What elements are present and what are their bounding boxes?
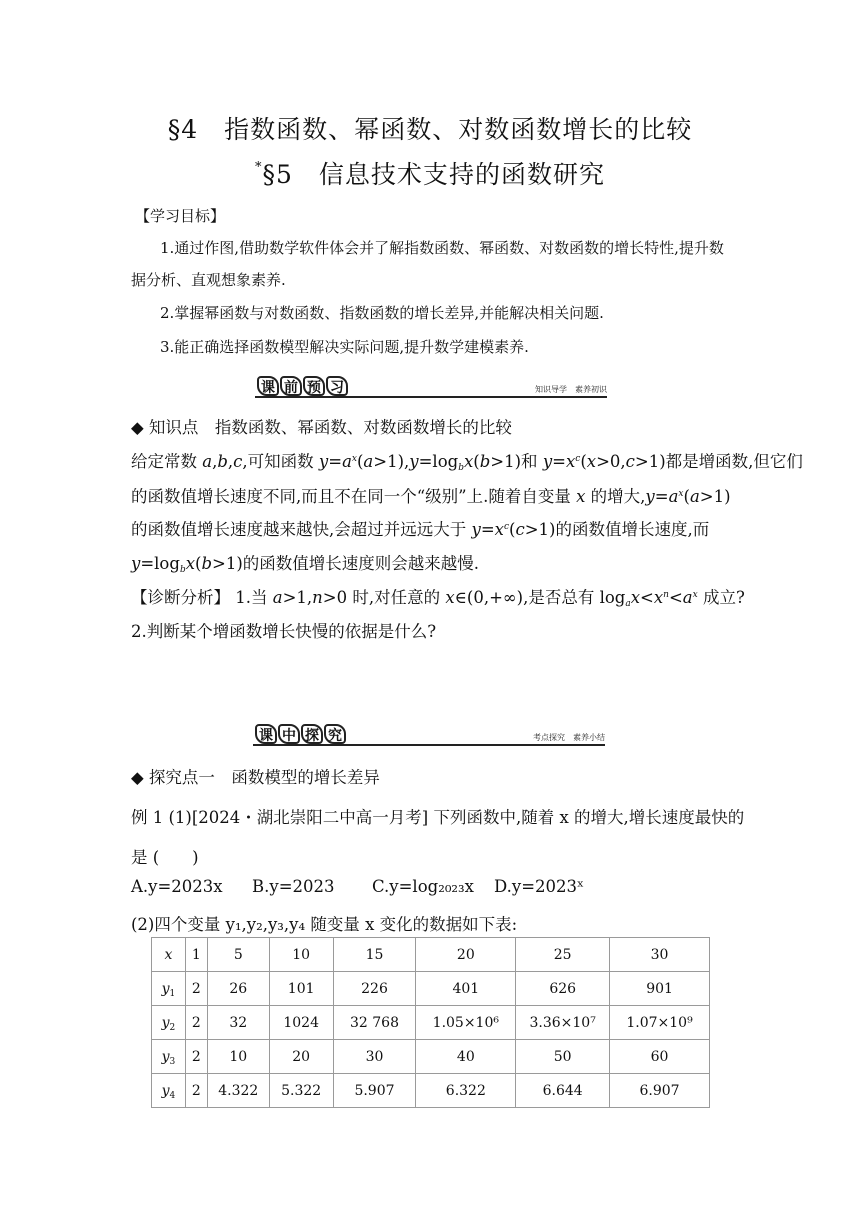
option-b: B.y=2023 bbox=[252, 877, 335, 896]
table-cell: 226 bbox=[333, 972, 416, 1006]
row-label: x bbox=[152, 938, 186, 972]
table-cell: 32 bbox=[207, 1006, 269, 1040]
table-cell: 60 bbox=[610, 1040, 710, 1074]
knowledge-text-line4: $y=\log_bx(b>1)$的函数值增长速度则会越来越慢. bbox=[131, 554, 480, 575]
table-cell: 626 bbox=[516, 972, 610, 1006]
table-cell: 401 bbox=[416, 972, 516, 1006]
table-cell: 5 bbox=[207, 938, 269, 972]
section-banner-explore bbox=[253, 724, 605, 748]
table-cell: 1.05×10⁶ bbox=[416, 1006, 516, 1040]
table-cell: 4.322 bbox=[207, 1074, 269, 1108]
table-cell: 25 bbox=[516, 938, 610, 972]
banner-badge bbox=[255, 724, 346, 744]
section-banner-preview bbox=[255, 376, 607, 400]
table-cell: 30 bbox=[610, 938, 710, 972]
objective-1-line2: 据分析、直观想象素养. bbox=[131, 271, 286, 289]
page-subtitle bbox=[0, 155, 860, 191]
banner-char: 课 bbox=[257, 376, 279, 396]
knowledge-text-line3: 的函数值增长速度越来越快,会超过并远远大于 $y=x^c(c>1)$的函数值增长速度,而 bbox=[131, 520, 710, 539]
row-label: $y_4$ bbox=[152, 1074, 186, 1108]
diagnosis-q2: 2.判断某个增函数增长快慢的依据是什么? bbox=[131, 622, 437, 641]
option-c: C.y=log₂₀₂₃x bbox=[372, 877, 474, 896]
page-title: §4 指数函数、幂函数、对数函数增长的比较 bbox=[167, 115, 693, 144]
table-cell: 101 bbox=[269, 972, 333, 1006]
table-cell: 20 bbox=[269, 1040, 333, 1074]
example-1-line1: 例 1 (1)[2024・湖北崇阳二中高一月考] 下列函数中,随着 x 的增大,增长速度最快的 bbox=[131, 808, 745, 827]
table-cell: 1.07×10⁹ bbox=[610, 1006, 710, 1040]
table-cell: 50 bbox=[516, 1040, 610, 1074]
table-cell: 6.322 bbox=[416, 1074, 516, 1108]
explore-heading: ◆ 探究点一 函数模型的增长差异 bbox=[131, 768, 380, 787]
row-label: $y_1$ bbox=[152, 972, 186, 1006]
table-cell: 901 bbox=[610, 972, 710, 1006]
table-row bbox=[152, 1006, 710, 1040]
example-1-line2: 是 ( ) bbox=[131, 848, 199, 867]
table-cell: 5.907 bbox=[333, 1074, 416, 1108]
table-cell: 6.644 bbox=[516, 1074, 610, 1108]
banner-rule bbox=[255, 396, 607, 398]
table-cell: 26 bbox=[207, 972, 269, 1006]
data-table bbox=[151, 937, 710, 1108]
table-cell: 40 bbox=[416, 1040, 516, 1074]
table-cell: 20 bbox=[416, 938, 516, 972]
knowledge-text-line2: 的函数值增长速度不同,而且不在同一个“级别”上.随着自变量 x 的增大$,y=a^x(a>1)$ bbox=[131, 487, 731, 506]
table-cell: 1 bbox=[185, 938, 207, 972]
row-label: $y_3$ bbox=[152, 1040, 186, 1074]
knowledge-text-line1: 给定常数 a,b,c,可知函数 $y=a^x(a>1),y=\log_bx(b>1)$和 $y=x^c(x>0,c>1)$都是增函数,但它们 bbox=[131, 452, 803, 473]
option-a: A.y=2023x bbox=[131, 877, 223, 896]
banner-tag: 考点探究 素养小结 bbox=[533, 733, 605, 742]
table-cell: 3.36×10⁷ bbox=[516, 1006, 610, 1040]
banner-char: 课 bbox=[255, 724, 277, 744]
table-cell: 10 bbox=[269, 938, 333, 972]
table-cell: 2 bbox=[185, 1006, 207, 1040]
table-cell: 10 bbox=[207, 1040, 269, 1074]
table-cell: 15 bbox=[333, 938, 416, 972]
table-cell: 2 bbox=[185, 1074, 207, 1108]
row-label: $y_2$ bbox=[152, 1006, 186, 1040]
banner-char: 中 bbox=[278, 724, 300, 744]
banner-rule bbox=[253, 744, 605, 746]
banner-tag: 知识导学 素养初识 bbox=[535, 385, 607, 394]
part-2-text: (2)四个变量 y₁,y₂,y₃,y₄ 随变量 x 变化的数据如下表: bbox=[131, 915, 518, 934]
table-cell: 1024 bbox=[269, 1006, 333, 1040]
table-cell: 6.907 bbox=[610, 1074, 710, 1108]
table-cell: 2 bbox=[185, 1040, 207, 1074]
diagnosis-q1: 【诊断分析】 1.当 a>1,n>0 时,对任意的 x∈(0,+∞),是否总有 $\log_ax<x^n<a^x$ 成立? bbox=[131, 588, 745, 609]
banner-char: 习 bbox=[326, 376, 348, 396]
banner-char: 预 bbox=[303, 376, 325, 396]
table-cell: 30 bbox=[333, 1040, 416, 1074]
option-d: D.y=2023ˣ bbox=[494, 877, 585, 896]
banner-char: 前 bbox=[280, 376, 302, 396]
table-row bbox=[152, 1074, 710, 1108]
optional-star: * bbox=[255, 160, 263, 175]
table-cell: 32 768 bbox=[333, 1006, 416, 1040]
banner-char: 探 bbox=[301, 724, 323, 744]
objective-2: 2.掌握幂函数与对数函数、指数函数的增长差异,并能解决相关问题. bbox=[160, 304, 604, 322]
table-cell: 5.322 bbox=[269, 1074, 333, 1108]
objective-3: 3.能正确选择函数模型解决实际问题,提升数学建模素养. bbox=[160, 338, 529, 356]
table-cell: 2 bbox=[185, 972, 207, 1006]
subtitle-text: §5 信息技术支持的函数研究 bbox=[262, 160, 605, 189]
banner-badge bbox=[257, 376, 348, 396]
objective-1-line1: 1.通过作图,借助数学软件体会并了解指数函数、幂函数、对数函数的增长特性,提升数 bbox=[160, 239, 724, 257]
diagnosis-label: 【诊断分析】 bbox=[131, 588, 230, 607]
objectives-heading: 【学习目标】 bbox=[135, 207, 226, 225]
table-row bbox=[152, 972, 710, 1006]
knowledge-heading: ◆ 知识点 指数函数、幂函数、对数函数增长的比较 bbox=[131, 418, 512, 437]
banner-char: 究 bbox=[324, 724, 346, 744]
table-row bbox=[152, 938, 710, 972]
table-row bbox=[152, 1040, 710, 1074]
